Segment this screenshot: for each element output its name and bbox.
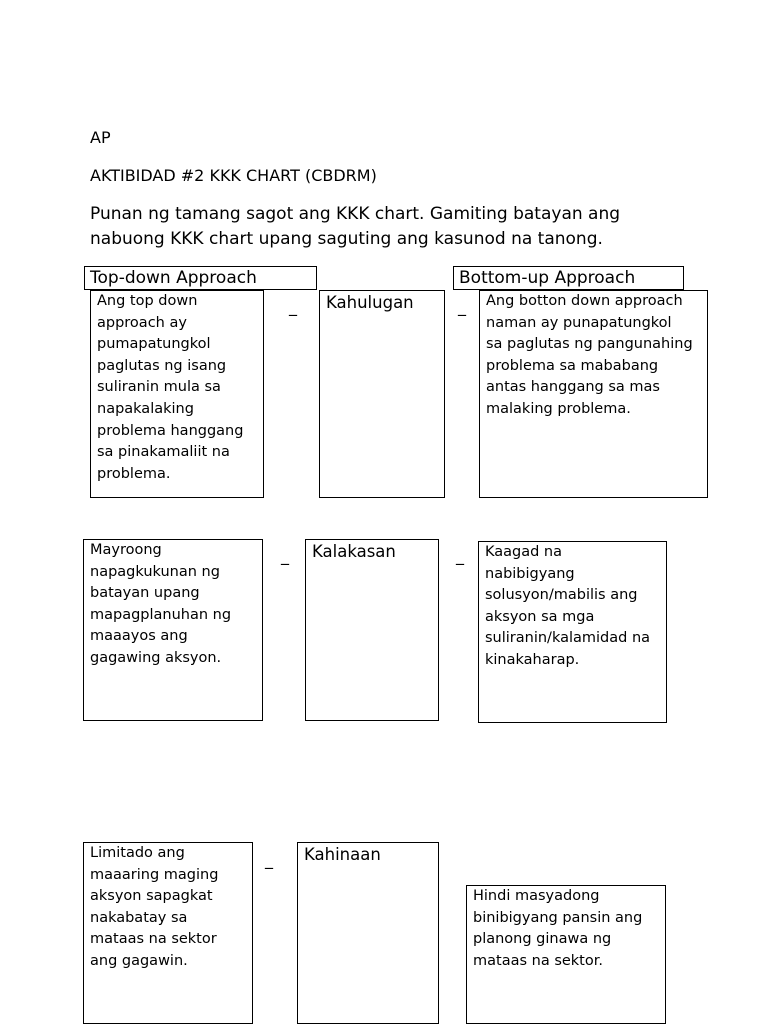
separator-dash: _ xyxy=(289,297,297,316)
kahinaan-bottom-up-cell: Hindi masyadong binibigyang pansin ang planong ginawa ng mataas na sektor. xyxy=(466,885,666,1024)
kahulugan-label: Kahulugan xyxy=(319,290,445,498)
kalakasan-bottom-up-cell: Kaagad na nabibigyang solusyon/mabilis ang aksyon sa mga suliranin/kalamidad na kinakaharap. xyxy=(478,541,667,723)
separator-dash: _ xyxy=(458,297,466,316)
separator-dash: _ xyxy=(456,546,464,565)
kalakasan-top-down-cell: Mayroong napagkukunan ng batayan upang mapagplanuhan ng maaayos ang gagawing aksyon. xyxy=(83,539,263,721)
instructions: Punan ng tamang sagot ang KKK chart. Gamiting batayan ang nabuong KKK chart upang saguting ang kasunod na tanong. xyxy=(90,204,621,249)
kahulugan-bottom-up-cell: Ang botton down approach naman ay punapatungkol sa paglutas ng pangunahing problema sa mababang antas hanggang sa mas malaking problema. xyxy=(479,290,708,498)
header-bottom-up: Bottom-up Approach xyxy=(453,266,684,290)
separator-dash: _ xyxy=(265,850,273,869)
separator-dash: _ xyxy=(281,546,289,565)
kahinaan-top-down-cell: Limitado ang maaaring maging aksyon sapagkat nakabatay sa mataas na sektor ang gagawin. xyxy=(83,842,253,1024)
header-top-down: Top-down Approach xyxy=(84,266,317,290)
kahulugan-top-down-cell: Ang top down approach ay pumapatungkol paglutas ng isang suliranin mula sa napakalaking problema hanggang sa pinakamaliit na problema. xyxy=(90,290,264,498)
kalakasan-label: Kalakasan xyxy=(305,539,439,721)
subject-label: AP xyxy=(90,128,111,147)
kahinaan-label: Kahinaan xyxy=(297,842,439,1024)
activity-title: AKTIBIDAD #2 KKK CHART (CBDRM) xyxy=(90,166,377,185)
